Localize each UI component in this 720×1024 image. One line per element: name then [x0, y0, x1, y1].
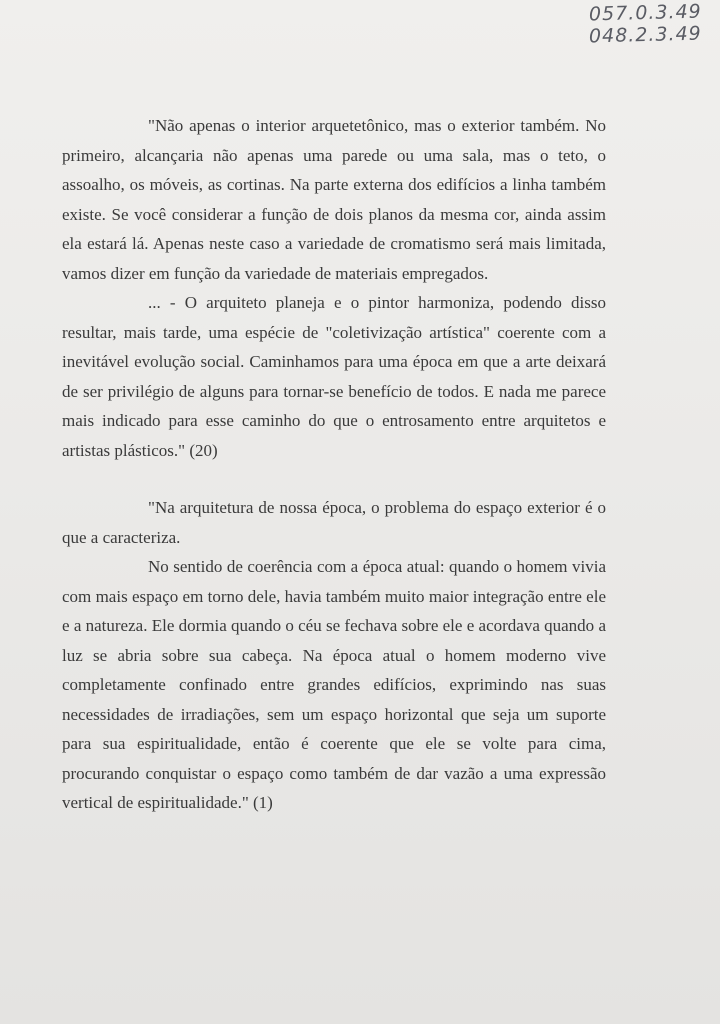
quote-one-paragraph-1: "Não apenas o interior arquetetônico, mas o exterior também. No primeiro, alcançaria não apenas uma parede ou uma sala, mas o teto, o assoalho, os móveis, as cortinas. Na parte externa dos edifícios a linha também existe. Se você considerar a função de dois planos da mesma cor, ainda assim ela estará lá. Apenas neste caso a variedade de cromatismo será mais limitada, vamos dizer em função da variedade de materiais empregados. — [62, 116, 606, 283]
handwritten-archive-codes — [589, 2, 702, 46]
quote-block-one — [62, 111, 606, 465]
quote-one-paragraph-2: ... - O arquiteto planeja e o pintor harmoniza, podendo disso resultar, mais tarde, uma espécie de "coletivização artística" coerente com a inevitável evolução social. Caminhamos para uma época em que a arte deixará de ser privilégio de alguns para tornar-se benefício de todos. E nada me parece mais indicado para esse caminho do que o entrosamento entre arquitetos e artistas plásticos." (20) — [62, 293, 606, 460]
quote-two-paragraph-1: "Na arquitetura de nossa época, o problema do espaço exterior é o que a caracteriza. — [62, 498, 606, 547]
archive-code-line-2: 048.2.3.49 — [588, 22, 703, 48]
quote-block-two — [62, 493, 606, 818]
quote-two-paragraph-2: No sentido de coerência com a época atual: quando o homem vivia com mais espaço em torno dele, havia também muito maior integração entre ele e a natureza. Ele dormia quando o céu se fechava sobre ele e acordava quando a luz se abria sobre sua cabeça. Na época atual o homem moderno vive completamente confinado entre grandes edifícios, exprimindo nas suas necessidades de irradiações, sem um espaço horizontal que seja um suporte para sua espiritualidade, então é coerente que ele se volte para cima, procurando conquistar o espaço como também de dar vazão a uma expressão vertical de espiritualidade." (1) — [62, 557, 606, 812]
archive-code-line-1: 057.0.3.49 — [588, 0, 703, 26]
